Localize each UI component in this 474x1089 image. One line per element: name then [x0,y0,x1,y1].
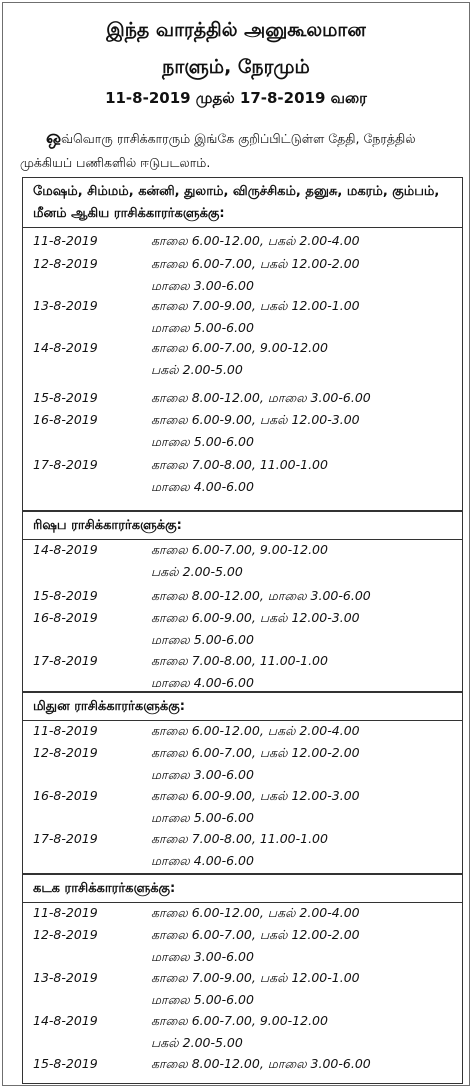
row-time: மாலை 5.00-6.00 [151,991,254,1007]
row-time: காலை 6.00-9.00, பகல் 12.00-3.00 [151,412,360,427]
row-date: 13-8-2019 [33,298,98,313]
row-date: 17-8-2019 [33,457,98,472]
schedule-card [2,2,470,1086]
row-time: காலை 7.00-9.00, பகல் 12.00-1.00 [151,970,360,985]
row-time: காலை 6.00-9.00, பகல் 12.00-3.00 [151,788,360,803]
row-date: 17-8-2019 [33,653,98,668]
row-date: 12-8-2019 [33,745,98,760]
row-date: 13-8-2019 [33,970,98,985]
row-time: பகல் 2.00-5.00 [151,361,243,377]
row-date: 11-8-2019 [33,905,98,920]
row-date: 12-8-2019 [33,256,98,271]
row-time: பகல் 2.00-5.00 [151,563,243,579]
row-time: மாலை 4.00-6.00 [151,478,254,494]
row-time: காலை 7.00-8.00, 11.00-1.00 [151,831,328,846]
row-date: 16-8-2019 [33,788,98,803]
row-time: காலை 7.00-8.00, 11.00-1.00 [151,653,328,668]
row-time: மாலை 4.00-6.00 [151,674,254,690]
intro-paragraph [20,127,460,175]
row-time: மாலை 3.00-6.00 [151,766,254,782]
section-box [22,874,463,1084]
intro-dropcap: ஒ [46,127,62,148]
row-date: 16-8-2019 [33,610,98,625]
date-range: 11-8-2019 முதல் 17-8-2019 வரை [105,89,367,107]
row-time: காலை 6.00-12.00, பகல் 2.00-4.00 [151,233,360,248]
row-time: மாலை 5.00-6.00 [151,319,254,335]
section-divider [23,902,462,903]
row-time: மாலை 3.00-6.00 [151,277,254,293]
row-time: காலை 6.00-7.00, பகல் 12.00-2.00 [151,745,360,760]
row-time: மாலை 5.00-6.00 [151,631,254,647]
row-time: மாலை 3.00-6.00 [151,948,254,964]
row-time: காலை 6.00-7.00, 9.00-12.00 [151,340,328,355]
section-heading: மேஷம், சிம்மம், கன்னி, துலாம், விருச்சிகம், தனுசு, மகரம், கும்பம், மீனம் ஆகிய ராசிக்காரர்களுக்கு: [33,184,440,221]
intro-text: வ்வொரு ராசிக்காரரும் இங்கே குறிப்பிட்டுள்ள தேதி, நேரத்தில் முக்கியப் பணிகளில் ஈடுபடலாம். [20,131,416,170]
section-box [22,511,463,692]
row-time: மாலை 4.00-6.00 [151,852,254,868]
title-line-1: இந்த வாரத்தில் அனுகூலமான [106,19,366,41]
row-time: காலை 7.00-9.00, பகல் 12.00-1.00 [151,298,360,313]
row-date: 15-8-2019 [33,588,98,603]
row-time: மாலை 5.00-6.00 [151,809,254,825]
section-divider [23,539,462,540]
row-date: 14-8-2019 [33,340,98,355]
row-time: காலை 8.00-12.00, மாலை 3.00-6.00 [151,1056,371,1071]
row-date: 11-8-2019 [33,723,98,738]
row-time: காலை 6.00-7.00, 9.00-12.00 [151,542,328,557]
row-date: 14-8-2019 [33,542,98,557]
section-heading: கடக ராசிக்காரர்களுக்கு: [33,881,176,896]
row-date: 17-8-2019 [33,831,98,846]
section-box [22,177,463,511]
row-time: காலை 6.00-12.00, பகல் 2.00-4.00 [151,723,360,738]
row-time: காலை 6.00-9.00, பகல் 12.00-3.00 [151,610,360,625]
row-date: 16-8-2019 [33,412,98,427]
row-time: காலை 6.00-12.00, பகல் 2.00-4.00 [151,905,360,920]
row-time: காலை 6.00-7.00, பகல் 12.00-2.00 [151,256,360,271]
section-heading: ரிஷப ராசிக்காரர்களுக்கு: [33,518,182,533]
row-time: காலை 7.00-8.00, 11.00-1.00 [151,457,328,472]
row-time: பகல் 2.00-5.00 [151,1034,243,1050]
row-time: காலை 8.00-12.00, மாலை 3.00-6.00 [151,588,371,603]
row-time: காலை 6.00-7.00, பகல் 12.00-2.00 [151,927,360,942]
row-time: மாலை 5.00-6.00 [151,433,254,449]
row-date: 15-8-2019 [33,1056,98,1071]
section-box [22,692,463,874]
title-line-2: நாளும், நேரமும் [162,56,310,78]
section-heading: மிதுன ராசிக்காரர்களுக்கு: [33,699,185,714]
row-date: 12-8-2019 [33,927,98,942]
row-date: 11-8-2019 [33,233,98,248]
section-divider [23,720,462,721]
row-date: 14-8-2019 [33,1013,98,1028]
section-divider [23,227,462,228]
row-date: 15-8-2019 [33,390,98,405]
row-time: காலை 6.00-7.00, 9.00-12.00 [151,1013,328,1028]
row-time: காலை 8.00-12.00, மாலை 3.00-6.00 [151,390,371,405]
